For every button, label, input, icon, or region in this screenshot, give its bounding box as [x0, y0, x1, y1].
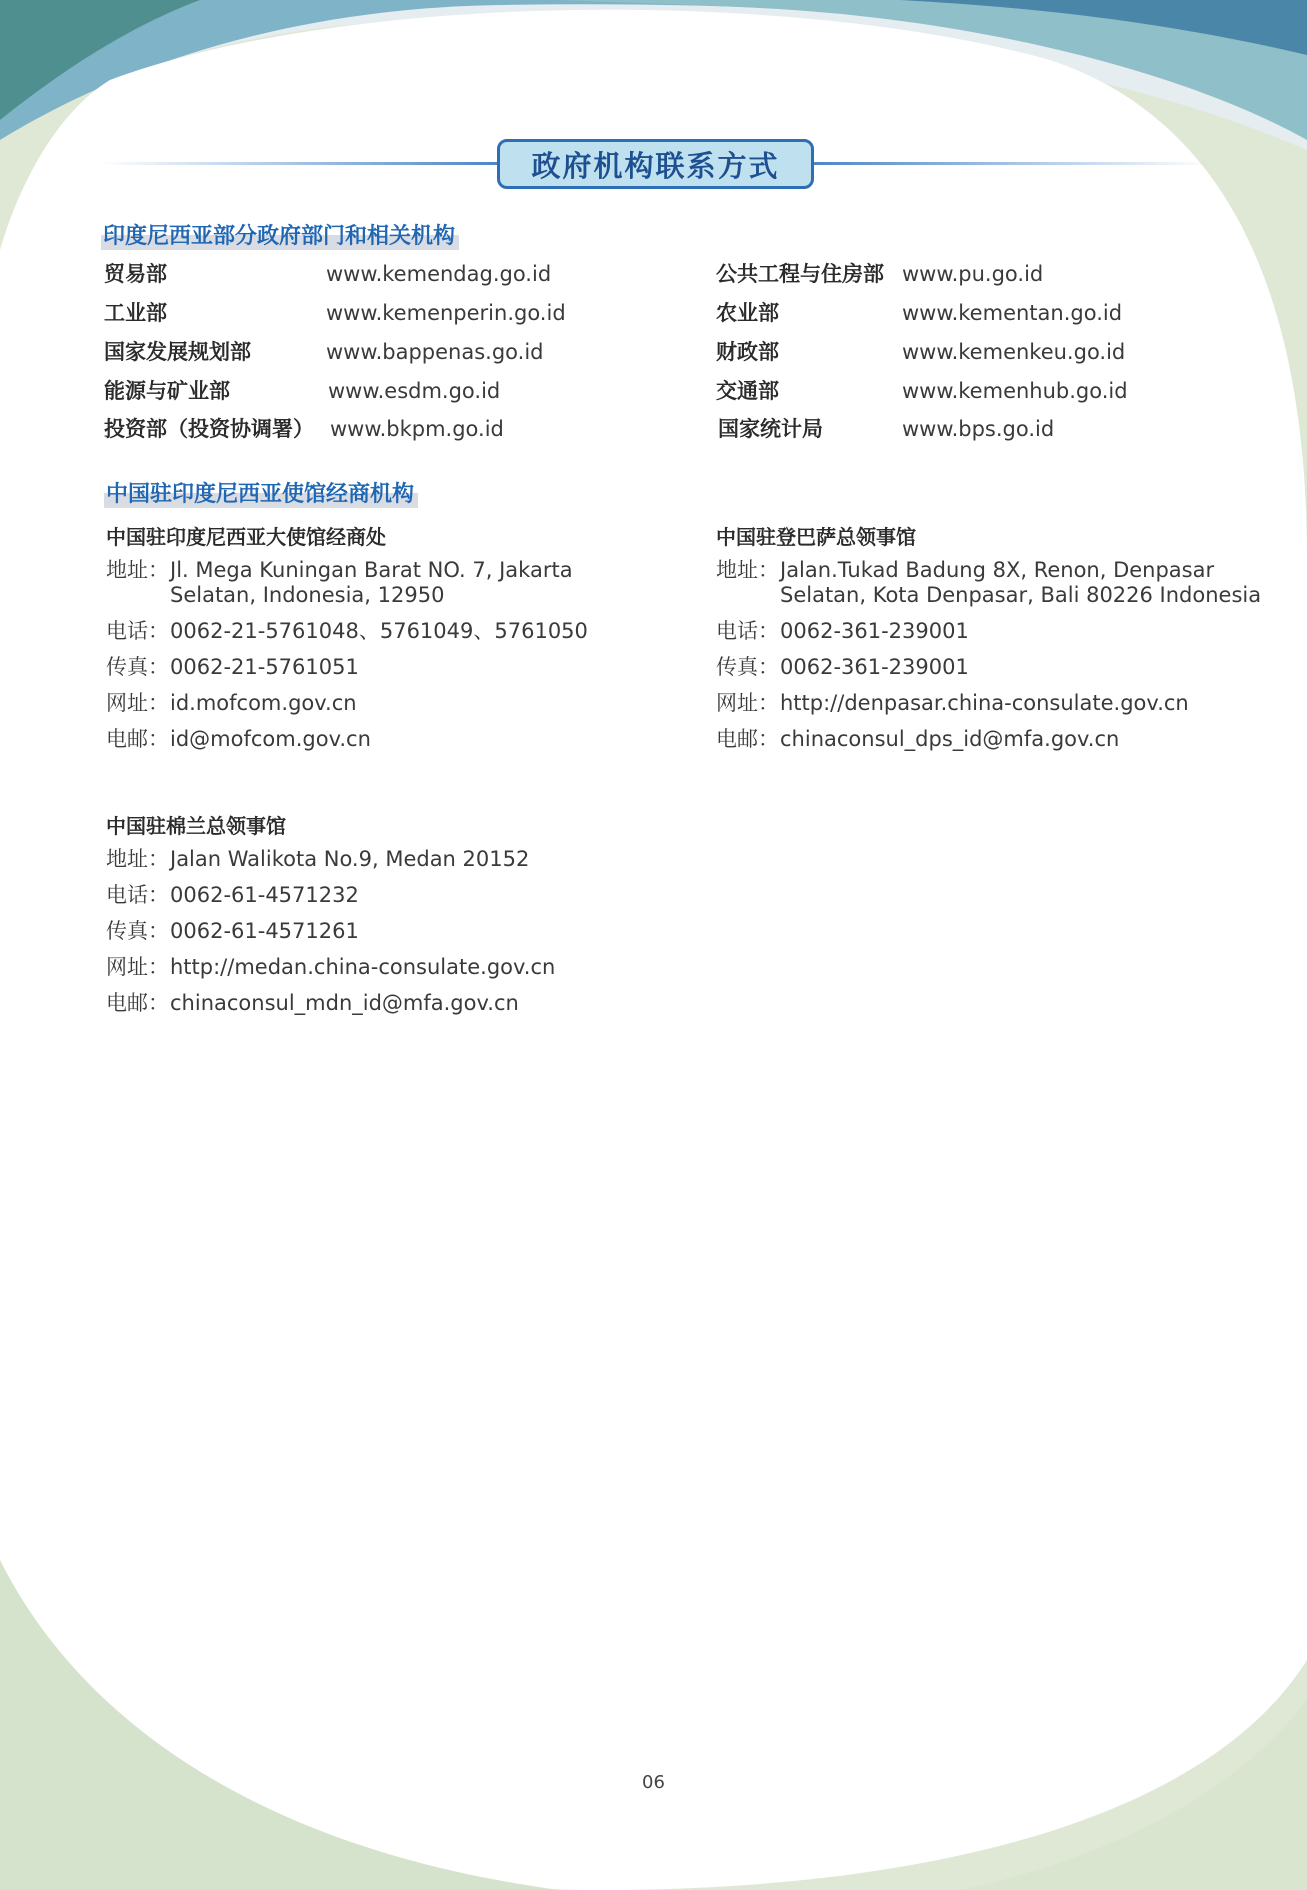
fax-label: 传真：	[716, 655, 779, 679]
web-line	[106, 691, 588, 716]
ministry-name: 公共工程与住房部	[716, 262, 884, 286]
org-block-jakarta	[106, 524, 588, 763]
address-line-2	[716, 583, 1261, 608]
ministry-url[interactable]: www.kementan.go.id	[902, 301, 1123, 325]
address-value: Jl. Mega Kuningan Barat NO. 7, Jakarta	[170, 558, 573, 582]
web-line	[716, 691, 1261, 716]
phone-line	[106, 619, 588, 644]
ministry-row	[718, 414, 1198, 444]
page-number: 06	[642, 1772, 665, 1793]
ministry-url[interactable]: www.esdm.go.id	[328, 379, 501, 403]
address-line-2	[106, 583, 588, 608]
web-line	[106, 955, 555, 980]
title-rule-right	[810, 162, 1210, 165]
ministry-url[interactable]: www.bkpm.go.id	[330, 417, 504, 441]
ministry-name: 贸易部	[104, 262, 167, 286]
section-heading-embassy: 中国驻印度尼西亚使馆经商机构	[104, 477, 418, 508]
fax-line	[716, 655, 1261, 680]
web-link[interactable]: http://denpasar.china-consulate.gov.cn	[780, 691, 1189, 715]
fax-label: 传真：	[106, 919, 169, 943]
fax-line	[106, 655, 588, 680]
phone-value: 0062-61-4571232	[170, 883, 359, 907]
ministry-row	[104, 259, 584, 289]
phone-line	[106, 883, 555, 908]
fax-value: 0062-21-5761051	[170, 655, 359, 679]
ministry-name: 财政部	[716, 340, 779, 364]
ministry-row	[104, 414, 584, 444]
phone-label: 电话：	[106, 883, 169, 907]
ministry-row	[716, 298, 1196, 328]
ministry-url[interactable]: www.bps.go.id	[902, 417, 1055, 441]
address-value-2: Selatan, Indonesia, 12950	[170, 583, 445, 607]
fax-label: 传真：	[106, 655, 169, 679]
email-link[interactable]: id@mofcom.gov.cn	[170, 727, 371, 751]
email-label: 电邮：	[106, 991, 169, 1015]
ministry-name: 工业部	[104, 301, 167, 325]
web-label: 网址：	[106, 691, 169, 715]
ministry-row	[104, 376, 584, 406]
email-label: 电邮：	[106, 727, 169, 751]
phone-value: 0062-21-5761048、5761049、5761050	[170, 619, 588, 643]
ministry-url[interactable]: www.bappenas.go.id	[326, 340, 544, 364]
ministry-name: 国家发展规划部	[104, 340, 251, 364]
web-label: 网址：	[106, 955, 169, 979]
address-line	[106, 558, 588, 583]
ministry-row	[716, 259, 1196, 289]
ministry-url[interactable]: www.pu.go.id	[902, 262, 1044, 286]
web-label: 网址：	[716, 691, 779, 715]
ministry-name: 国家统计局	[718, 417, 823, 441]
email-label: 电邮：	[716, 727, 779, 751]
section-heading-ministries: 印度尼西亚部分政府部门和相关机构	[101, 219, 459, 250]
address-label: 地址：	[106, 558, 169, 582]
ministry-name: 交通部	[716, 379, 779, 403]
web-link[interactable]: id.mofcom.gov.cn	[170, 691, 357, 715]
address-line	[716, 558, 1261, 583]
ministry-row	[104, 337, 584, 367]
phone-line	[716, 619, 1261, 644]
web-link[interactable]: http://medan.china-consulate.gov.cn	[170, 955, 556, 979]
address-line	[106, 847, 555, 872]
fax-value: 0062-61-4571261	[170, 919, 359, 943]
address-label: 地址：	[106, 847, 169, 871]
email-line	[716, 727, 1261, 752]
fax-value: 0062-361-239001	[780, 655, 969, 679]
email-line	[106, 991, 555, 1016]
ministry-name: 农业部	[716, 301, 779, 325]
ministry-name: 投资部（投资协调署）	[104, 417, 314, 441]
org-title: 中国驻登巴萨总领事馆	[716, 525, 916, 549]
address-label: 地址：	[716, 558, 779, 582]
phone-value: 0062-361-239001	[780, 619, 969, 643]
email-link[interactable]: chinaconsul_dps_id@mfa.gov.cn	[780, 727, 1120, 751]
fax-line	[106, 919, 555, 944]
org-block-denpasar	[716, 524, 1261, 763]
org-title: 中国驻棉兰总领事馆	[106, 814, 286, 838]
ministry-row	[104, 298, 584, 328]
phone-label: 电话：	[716, 619, 779, 643]
org-block-medan	[106, 813, 555, 1027]
ministry-row	[716, 337, 1196, 367]
phone-label: 电话：	[106, 619, 169, 643]
address-value-2: Selatan, Kota Denpasar, Bali 80226 Indonesia	[780, 583, 1262, 607]
ministry-row	[716, 376, 1196, 406]
email-link[interactable]: chinaconsul_mdn_id@mfa.gov.cn	[170, 991, 519, 1015]
title-rule-left	[100, 162, 500, 165]
address-value: Jalan.Tukad Badung 8X, Renon, Denpasar	[780, 558, 1215, 582]
ministry-url[interactable]: www.kemenkeu.go.id	[902, 340, 1126, 364]
page-title: 政府机构联系方式	[497, 139, 814, 189]
ministry-url[interactable]: www.kemendag.go.id	[326, 262, 552, 286]
address-value: Jalan Walikota No.9, Medan 20152	[170, 847, 530, 871]
org-title: 中国驻印度尼西亚大使馆经商处	[106, 525, 386, 549]
title-banner	[100, 139, 1210, 187]
ministry-url[interactable]: www.kemenhub.go.id	[902, 379, 1128, 403]
ministry-name: 能源与矿业部	[104, 379, 230, 403]
email-line	[106, 727, 588, 752]
ministry-url[interactable]: www.kemenperin.go.id	[326, 301, 566, 325]
